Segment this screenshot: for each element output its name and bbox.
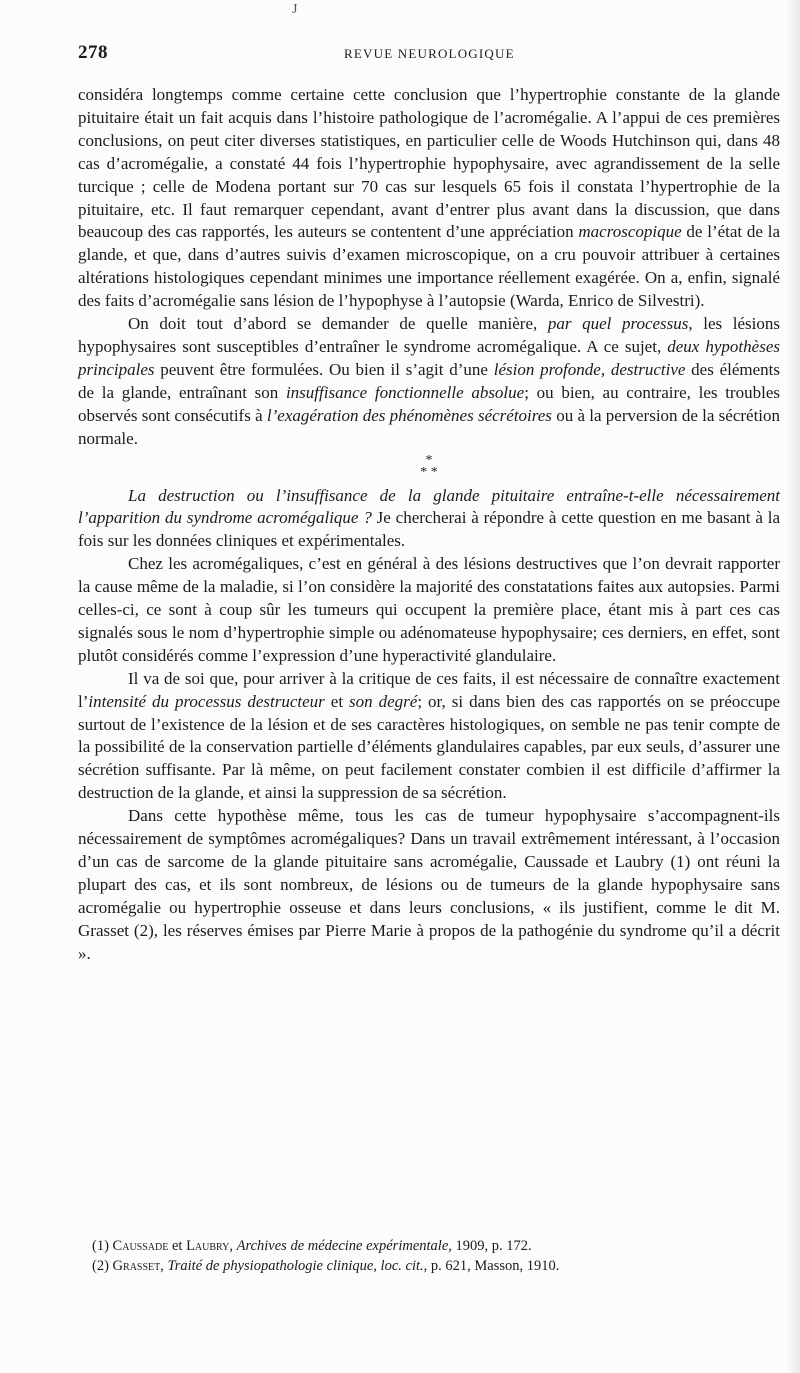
paragraph-2-emphasis-processus: par quel processus bbox=[547, 314, 689, 334]
paragraph-4 bbox=[78, 553, 780, 668]
paragraph-1-emphasis-macroscopique: macroscopique bbox=[578, 222, 682, 242]
footnote-2-number: (2) bbox=[92, 1258, 113, 1274]
paragraph-2-text-a: On doit tout d’abord se demander de quelle manière, bbox=[128, 314, 548, 334]
paragraph-3-text: Je chercherai à répondre à cette question en me basant à la fois sur les données cliniques et expérimentales. bbox=[78, 508, 781, 551]
paragraph-2-emphasis-hypotheses: deux hypothèses principales bbox=[78, 336, 780, 379]
footnote-2-text-a: , bbox=[160, 1258, 168, 1274]
footnote-2-text-b: , p. 621, Masson, 1910. bbox=[423, 1258, 560, 1274]
footnote-1-text-c: , 1909, p. 172. bbox=[448, 1238, 532, 1254]
section-asterism: * * * bbox=[420, 452, 438, 480]
paragraph-2-emphasis-exageration: l’exagération des phénomènes sécrétoires bbox=[266, 405, 552, 425]
paragraph-2-text-b: , les lésions hypophysaires sont susceptibles d’entraîner le syndrome acromégalique. A ce sujet, bbox=[78, 314, 780, 356]
paragraph-3 bbox=[78, 485, 780, 554]
paragraph-5 bbox=[78, 668, 780, 805]
footnote-1-journal: Archives de médecine expérimentale bbox=[236, 1238, 449, 1254]
paragraph-5-emphasis-intensite: intensité du processus destructeur bbox=[88, 691, 325, 711]
footnote-1-author-2: Laubry bbox=[186, 1238, 230, 1254]
body-text bbox=[78, 84, 780, 966]
page-number: 278 bbox=[78, 42, 108, 63]
paragraph-2-text-f: ou à la perversion de la sécrétion normale. bbox=[78, 405, 781, 448]
footnote-2-author: Grasset bbox=[112, 1258, 161, 1274]
paragraph-6 bbox=[78, 805, 780, 965]
paragraph-4-text: Chez les acromégaliques, c’est en général à des lésions destructives que l’on devrait rapporter la cause même de la maladie, si l’on considère la majorité des constatations faites aux autopsies. Parmi celles-ci, ce sont à coup sûr les tumeurs qui occupent la première place, étant mis à part ces cas signalés sous le nom d’hypertrophie simple ou adénomateuse hypophysaire; ces derniers, en effet, sont plutôt considérés comme l’expression d’une hyperactivité glandulaire. bbox=[78, 554, 780, 665]
paragraph-2-emphasis-lesion: lésion profonde, destructive bbox=[493, 359, 686, 379]
paragraph-2-text-e: ; ou bien, au contraire, les troubles observés sont consécutifs à bbox=[78, 382, 780, 425]
footnote-1 bbox=[78, 1236, 780, 1256]
paragraph-5-emphasis-degre: son degré bbox=[349, 691, 418, 711]
paragraph-5-text-b: et bbox=[324, 691, 350, 711]
paragraph-2-emphasis-insuffisance: insuffisance fonctionnelle absolue bbox=[285, 382, 525, 402]
footnote-2 bbox=[78, 1256, 780, 1276]
footnote-1-number: (1) bbox=[92, 1238, 113, 1254]
top-mark: J bbox=[292, 2, 298, 17]
running-head bbox=[78, 42, 780, 66]
paragraph-1-text-b: de l’état de la glande, et que, dans d’autres suivis d’examen microscopique, on a cru pouvoir attribuer à certaines altérations histologiques cependant minimes une importance réellement exagérée. On a, enfin, signalé des faits d’acromégalie sans lésion de l’hypophyse à l’autopsie (Warda, Enrico de Silvestri). bbox=[78, 222, 781, 311]
paragraph-2-text-d: des éléments de la glande, entraînant son bbox=[78, 359, 780, 402]
page-edge-shadow bbox=[786, 0, 800, 1373]
paragraph-2-text-c: peuvent être formulées. Ou bien il s’agit d’une bbox=[154, 359, 494, 379]
paragraph-5-text-c: ; or, si dans bien des cas rapportés on se préoccupe surtout de l’existence de la lésion et de ses caractères histologiques, on semble ne pas tenir compte de la possibilité de la conservation partielle d’éléments glandulaires capables, par eux seuls, d’assurer une sécrétion suffisante. Par là même, on peut facilement constater combien il est difficile d’affirmer la destruction de la glande, et ainsi la suppression de sa sécrétion. bbox=[78, 691, 780, 803]
footnote-2-title: Traité de physiopathologie clinique, loc. cit. bbox=[167, 1258, 424, 1274]
paragraph-1 bbox=[78, 84, 780, 313]
footnote-1-text-b: , bbox=[229, 1238, 237, 1254]
paragraph-1-text-a: considéra longtemps comme certaine cette conclusion que l’hypertrophie constante de la glande pituitaire était un fait acquis dans l’histoire pathologique de l’acromégalie. A l’appui de ces premières conclusions, on peut citer diverses statistiques, en particulier celle de Woods Hutchinson qui, dans 48 cas d’acromégalie, a constaté 44 fois l’hypertrophie hypophysaire, avec agrandissement de la selle turcique ; celle de Modena portant sur 70 cas sur lesquels 65 fois il constata l’hypertrophie de la pituitaire, etc. Il faut remarquer cependant, avant d’entrer plus avant dans la discussion, que dans beaucoup des cas rapportés, les auteurs se contentent d’une appréciation bbox=[78, 85, 780, 242]
paragraph-6-text: Dans cette hypothèse même, tous les cas de tumeur hypophysaire s’accompagnent-ils nécessairement de symptômes acromégaliques? Dans un travail extrêmement intéressant, à l’occasion d’un cas de sarcome de la glande pituitaire sans acromégalie, Caussade et Laubry (1) ont réuni la plupart des cas, et ils sont nombreux, de lésions ou de tumeurs de la glande hypophysaire sans acromégalie ou hypertrophie osseuse et dans leurs conclusions, « ils justifient, comme le dit M. Grasset (2), les réserves émises par Pierre Marie à propos de la pathogénie du syndrome qu’il a décrit ». bbox=[78, 806, 780, 963]
footnotes bbox=[78, 1236, 780, 1276]
journal-title: REVUE NEUROLOGIQUE bbox=[344, 46, 515, 61]
footnote-1-text-a: et bbox=[168, 1238, 187, 1254]
footnote-1-author-1: Caussade bbox=[112, 1238, 169, 1254]
paragraph-2 bbox=[78, 313, 780, 450]
paragraph-5-text-a: Il va de soi que, pour arriver à la critique de ces faits, il est nécessaire de connaître exactement l’ bbox=[78, 668, 780, 711]
section-question-title: La destruction ou l’insuffisance de la glande pituitaire entraîne-t-elle nécessairement l’apparition du syndrome acromégalique ? bbox=[78, 485, 780, 528]
